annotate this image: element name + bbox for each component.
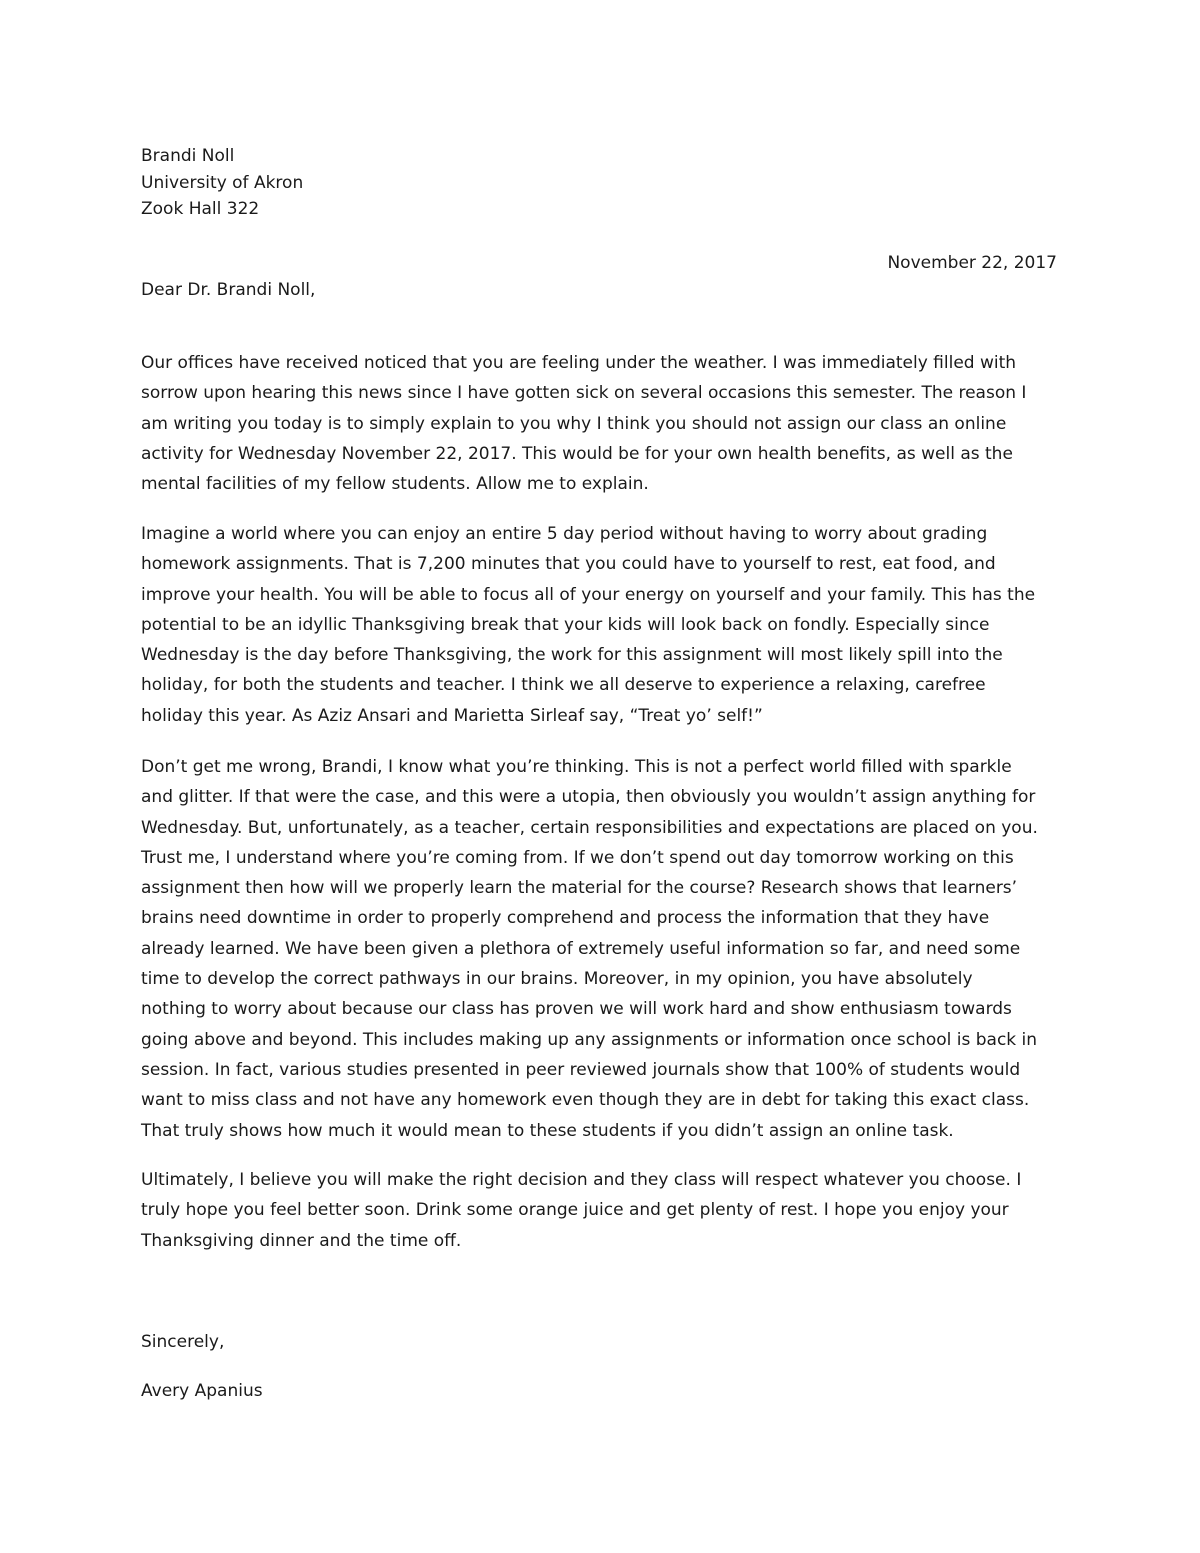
sender-address: Zook Hall 322 [141,199,260,219]
paragraph-line: and glitter. If that were the case, and this were a utopia, then obviously you wouldn’t assign anything for [141,787,1036,808]
paragraph-line: homework assignments. That is 7,200 minutes that you could have to yourself to rest, eat food, and [141,554,996,575]
paragraph-line: mental facilities of my fellow students. Allow me to explain. [141,474,649,495]
paragraph-line: Thanksgiving dinner and the time off. [141,1230,462,1251]
paragraph-line: Wednesday is the day before Thanksgiving, the work for this assignment will most likely spill into the [141,645,1003,666]
paragraph-line: assignment then how will we properly learn the material for the course? Research shows that learners’ [141,878,1018,899]
paragraph-line: Trust me, I understand where you’re coming from. If we don’t spend out day tomorrow working on this [141,847,1014,868]
letter-date: November 22, 2017 [887,253,1057,273]
paragraph-line: going above and beyond. This includes making up any assignments or information once school is back in [141,1029,1038,1050]
closing: Sincerely, [141,1332,225,1352]
body-paragraph-1 [141,348,1071,499]
paragraph-line: Don’t get me wrong, Brandi, I know what you’re thinking. This is not a perfect world filled with sparkle [141,757,1012,777]
paragraph-line: activity for Wednesday November 22, 2017. This would be for your own health benefits, as well as the [141,443,1013,464]
paragraph-line: Our offices have received noticed that you are feeling under the weather. I was immediately filled with [141,353,1017,373]
paragraph-line: time to develop the correct pathways in our brains. Moreover, in my opinion, you have absolutely [141,969,973,990]
paragraph-line: nothing to worry about because our class has proven we will work hard and show enthusiasm towards [141,999,1012,1020]
sender-name: Brandi Noll [141,146,235,166]
sender-institution: University of Akron [141,173,304,193]
paragraph-line: am writing you today is to simply explain to you why I think you should not assign our class an online [141,413,1007,434]
signature: Avery Apanius [141,1381,263,1401]
paragraph-line: That truly shows how much it would mean to these students if you didn’t assign an online task. [141,1120,954,1141]
body-paragraph-3 [141,752,1071,1146]
body-paragraph-4 [141,1165,1071,1256]
paragraph-line: holiday, for both the students and teacher. I think we all deserve to experience a relaxing, carefree [141,675,986,696]
paragraph-line: improve your health. You will be able to focus all of your energy on yourself and your family. This has the [141,584,1036,605]
paragraph-line: already learned. We have been given a plethora of extremely useful information so far, and need some [141,938,1021,959]
paragraph-line: Wednesday. But, unfortunately, as a teacher, certain responsibilities and expectations are placed on you. [141,817,1038,838]
body-paragraph-2 [141,519,1071,731]
paragraph-line: holiday this year. As Aziz Ansari and Marietta Sirleaf say, “Treat yo’ self!” [141,705,763,726]
paragraph-line: want to miss class and not have any homework even though they are in debt for taking this exact class. [141,1090,1030,1111]
paragraph-line: Imagine a world where you can enjoy an entire 5 day period without having to worry about grading [141,524,988,544]
salutation: Dear Dr. Brandi Noll, [141,280,316,300]
paragraph-line: session. In fact, various studies presented in peer reviewed journals show that 100% of students would [141,1059,1021,1080]
paragraph-line: brains need downtime in order to properly comprehend and process the information that they have [141,908,990,929]
paragraph-line: Ultimately, I believe you will make the right decision and they class will respect whatever you choose. I [141,1170,1022,1190]
paragraph-line: potential to be an idyllic Thanksgiving break that your kids will look back on fondly. Especially since [141,614,990,635]
paragraph-line: sorrow upon hearing this news since I have gotten sick on several occasions this semester. The reason I [141,383,1027,404]
paragraph-line: truly hope you feel better soon. Drink some orange juice and get plenty of rest. I hope you enjoy your [141,1200,1009,1221]
